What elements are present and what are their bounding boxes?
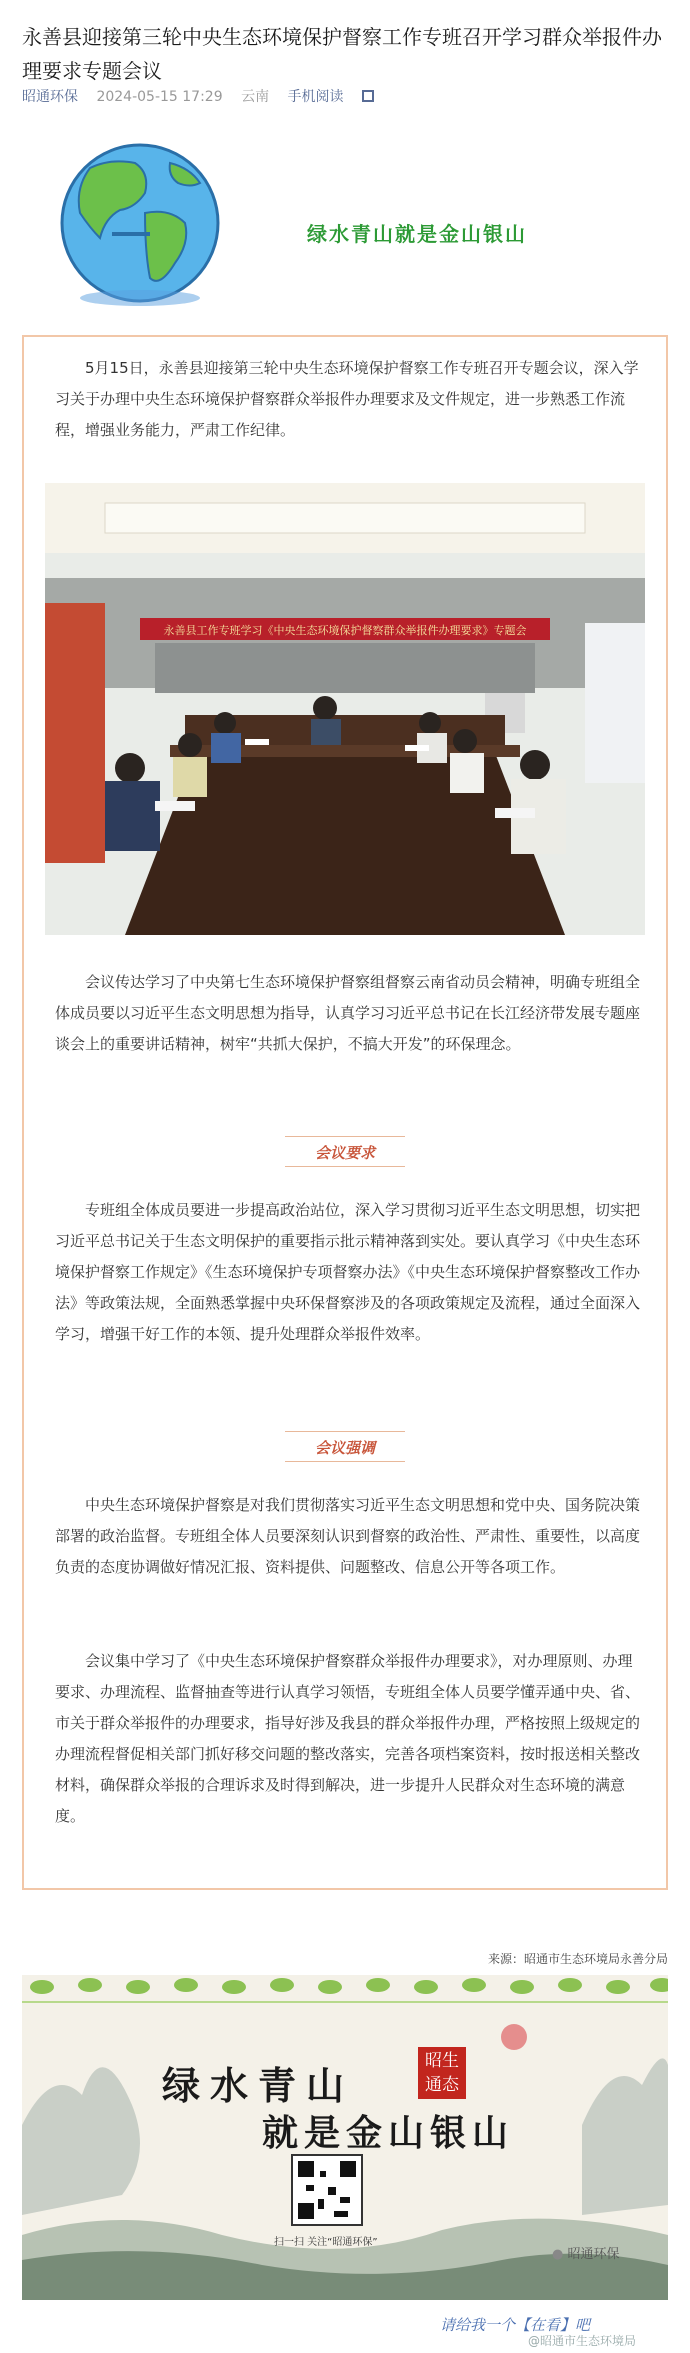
banner-slogan: 绿水青山就是金山银山 [307,222,527,246]
publish-date: 2024-05-15 17:29 [96,89,223,105]
poster-seal: 昭生通态 [418,2047,466,2099]
author-link[interactable]: 昭通环保 [22,89,78,105]
source-credit: 来源：昭通市生态环境局永善分局 [487,1952,668,1966]
read-on-phone-link[interactable]: 手机阅读 [287,89,344,105]
section-header-emphasis [285,1437,405,1458]
section-header-requirements [285,1142,405,1163]
section-title-emphasis: 会议强调 [314,1439,375,1457]
qr-icon[interactable] [362,90,374,102]
wechat-icon: ● [552,2247,564,2262]
paragraph-study: 会议集中学习了《中央生态环境保护督察群众举报件办理要求》，对办理原则、办理要求、办理流程、监督抽查等进行认真学习领悟，专班组全体人员要学懂弄通中央、省、市关于群众举报件的办理要求，指导好涉及我县的群众举报件办理，严格按照上级规定的办理流程督促相关部门抓好移交问题的整改落实，完善各项档案资料，按时报送相关整改材料，确保群众举报的合理诉求及时得到解决，进一步提升人民群众对生态环境的满意度。 [55,1652,641,1825]
article-title: 永善县迎接第三轮中央生态环境保护督察工作专班召开学习群众举报件办理要求专题会议 [22,25,662,83]
photo-banner-text: 永善县工作专班学习《中央生态环境保护督察群众举报件办理要求》专题会 [163,624,527,637]
header-banner [22,130,668,315]
poster-slogan-line1: 绿水青山 [162,2063,355,2108]
meeting-photo[interactable] [45,483,645,935]
paragraph-intro: 5月15日，永善县迎接第三轮中央生态环境保护督察工作专班召开专题会议，深入学习关于办理中央生态环境保护督察群众举报件办理要求及文件规定，进一步熟悉工作流程，增强业务能力，严肃工作纪律。 [55,359,639,439]
page-watermark: @昭通市生态环境局 [528,2334,637,2348]
section-title-requirements: 会议要求 [314,1144,375,1162]
paragraph-spirit: 会议传达学习了中央第七生态环境保护督察组督察云南省动员会精神，明确专班组全体成员要以习近平生态文明思想为指导，认真学习习近平总书记在长江经济带发展专题座谈会上的重要讲话精神，树牢“共抓大保护，不搞大开发”的环保理念。 [55,973,641,1053]
globe-icon [50,138,230,308]
paragraph-emphasis: 中央生态环境保护督察是对我们贯彻落实习近平生态文明思想和党中央、国务院决策部署的政治监督。专班组全体人员要深刻认识到督察的政治性、严肃性、重要性，以高度负责的态度协调做好情况汇报、资料提供、问题整改、信息公开等各项工作。 [55,1496,641,1576]
poster-watermark: ● 昭通环保 [552,2247,620,2262]
footer-poster [22,1975,668,2300]
follow-prompt[interactable]: 请给我一个【在看】吧 [440,2316,591,2334]
paragraph-requirements: 专班组全体成员要进一步提高政治站位，深入学习贯彻习近平生态文明思想，切实把习近平总书记关于生态文明保护的重要指示批示精神落到实处。要认真学习《中央生态环境保护督察工作规定》《生态环境保护专项督察办法》《中央生态环境保护督察整改工作办法》等政策法规，全面熟悉掌握中央环保督察涉及的各项政策规定及流程，通过全面深入学习，增强干好工作的本领、提升处理群众举报件效率。 [55,1201,641,1343]
article-meta [22,86,388,106]
poster-slogan-line2: 就是金山银山 [262,2112,515,2154]
publish-location: 云南 [241,89,270,105]
qr-caption: 扫一扫 关注“昭通环保” [274,2237,378,2248]
